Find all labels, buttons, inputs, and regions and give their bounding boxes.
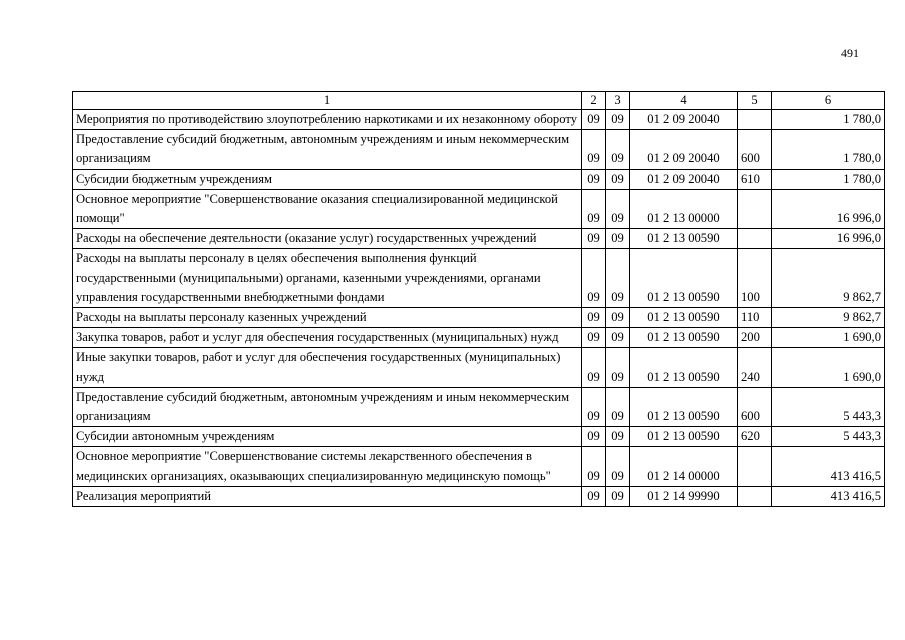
expense-type-cell: 110 (738, 308, 772, 328)
section-code-cell: 09 (582, 427, 606, 447)
table-row (73, 130, 885, 169)
expense-type-cell: 600 (738, 130, 772, 169)
table-row (73, 229, 885, 249)
section-code-cell: 09 (582, 486, 606, 506)
amount-cell: 1 780,0 (772, 130, 885, 169)
section-code-cell: 09 (582, 229, 606, 249)
expense-name-cell: Предоставление субсидий бюджетным, автономным учреждениям и иным некоммерческим организациям (73, 130, 582, 169)
section-code-cell: 09 (582, 328, 606, 348)
expense-name-cell: Расходы на выплаты персоналу казенных учреждений (73, 308, 582, 328)
expense-name-cell: Субсидии автономным учреждениям (73, 427, 582, 447)
section-code-cell: 09 (582, 110, 606, 130)
subsection-code-cell: 09 (606, 486, 630, 506)
expense-name-cell: Субсидии бюджетным учреждениям (73, 169, 582, 189)
amount-cell: 413 416,5 (772, 447, 885, 486)
amount-cell: 1 690,0 (772, 328, 885, 348)
section-code-cell: 09 (582, 189, 606, 228)
table-row (73, 110, 885, 130)
table-row (73, 486, 885, 506)
amount-cell: 16 996,0 (772, 229, 885, 249)
target-article-cell: 01 2 13 00590 (630, 249, 738, 308)
expense-name-cell: Предоставление субсидий бюджетным, автономным учреждениям и иным некоммерческим организациям (73, 387, 582, 426)
subsection-code-cell: 09 (606, 427, 630, 447)
table-row (73, 169, 885, 189)
expense-name-cell: Реализация мероприятий (73, 486, 582, 506)
expense-name-cell: Закупка товаров, работ и услуг для обеспечения государственных (муниципальных) нужд (73, 328, 582, 348)
table-row (73, 249, 885, 308)
expense-name-cell: Основное мероприятие "Совершенствование оказания специализированной медицинской помощи" (73, 189, 582, 228)
table-header-row (73, 92, 885, 110)
column-header: 6 (772, 92, 885, 110)
expense-type-cell (738, 110, 772, 130)
expense-name-cell: Основное мероприятие "Совершенствование системы лекарственного обеспечения в медицинских организациях, оказывающих специализированную медицинскую помощь" (73, 447, 582, 486)
table-row (73, 328, 885, 348)
subsection-code-cell: 09 (606, 110, 630, 130)
target-article-cell: 01 2 09 20040 (630, 110, 738, 130)
column-header: 1 (73, 92, 582, 110)
target-article-cell: 01 2 13 00590 (630, 308, 738, 328)
expense-type-cell (738, 447, 772, 486)
expense-type-cell: 600 (738, 387, 772, 426)
target-article-cell: 01 2 13 00590 (630, 427, 738, 447)
amount-cell: 1 780,0 (772, 169, 885, 189)
expense-name-cell: Мероприятия по противодействию злоупотреблению наркотиками и их незаконному обороту (73, 110, 582, 130)
section-code-cell: 09 (582, 447, 606, 486)
subsection-code-cell: 09 (606, 229, 630, 249)
table-row (73, 427, 885, 447)
expense-type-cell: 240 (738, 348, 772, 387)
target-article-cell: 01 2 13 00590 (630, 328, 738, 348)
subsection-code-cell: 09 (606, 348, 630, 387)
section-code-cell: 09 (582, 308, 606, 328)
expense-name-cell: Расходы на выплаты персоналу в целях обеспечения выполнения функций государственными (муниципальными) органами, казенными учреждениями, органами управления государственными внебюджетными фондами (73, 249, 582, 308)
column-header: 4 (630, 92, 738, 110)
section-code-cell: 09 (582, 130, 606, 169)
amount-cell: 5 443,3 (772, 387, 885, 426)
table-row (73, 447, 885, 486)
section-code-cell: 09 (582, 348, 606, 387)
target-article-cell: 01 2 13 00000 (630, 189, 738, 228)
subsection-code-cell: 09 (606, 169, 630, 189)
subsection-code-cell: 09 (606, 328, 630, 348)
amount-cell: 9 862,7 (772, 308, 885, 328)
section-code-cell: 09 (582, 387, 606, 426)
amount-cell: 5 443,3 (772, 427, 885, 447)
expense-type-cell: 100 (738, 249, 772, 308)
column-header: 2 (582, 92, 606, 110)
target-article-cell: 01 2 09 20040 (630, 169, 738, 189)
subsection-code-cell: 09 (606, 447, 630, 486)
expense-type-cell (738, 486, 772, 506)
table-row (73, 348, 885, 387)
expense-type-cell (738, 189, 772, 228)
subsection-code-cell: 09 (606, 387, 630, 426)
expense-type-cell: 200 (738, 328, 772, 348)
expense-type-cell: 620 (738, 427, 772, 447)
expense-type-cell (738, 229, 772, 249)
amount-cell: 1 690,0 (772, 348, 885, 387)
section-code-cell: 09 (582, 249, 606, 308)
amount-cell: 1 780,0 (772, 110, 885, 130)
expense-type-cell: 610 (738, 169, 772, 189)
amount-cell: 9 862,7 (772, 249, 885, 308)
subsection-code-cell: 09 (606, 249, 630, 308)
target-article-cell: 01 2 13 00590 (630, 387, 738, 426)
table-row (73, 308, 885, 328)
expense-name-cell: Расходы на обеспечение деятельности (оказание услуг) государственных учреждений (73, 229, 582, 249)
section-code-cell: 09 (582, 169, 606, 189)
table-row (73, 387, 885, 426)
subsection-code-cell: 09 (606, 130, 630, 169)
column-header: 5 (738, 92, 772, 110)
target-article-cell: 01 2 13 00590 (630, 229, 738, 249)
target-article-cell: 01 2 14 99990 (630, 486, 738, 506)
amount-cell: 16 996,0 (772, 189, 885, 228)
target-article-cell: 01 2 13 00590 (630, 348, 738, 387)
amount-cell: 413 416,5 (772, 486, 885, 506)
table-row (73, 189, 885, 228)
target-article-cell: 01 2 14 00000 (630, 447, 738, 486)
page-number: 491 (841, 46, 859, 60)
subsection-code-cell: 09 (606, 189, 630, 228)
expense-name-cell: Иные закупки товаров, работ и услуг для обеспечения государственных (муниципальных) нужд (73, 348, 582, 387)
target-article-cell: 01 2 09 20040 (630, 130, 738, 169)
budget-table (72, 91, 885, 507)
column-header: 3 (606, 92, 630, 110)
subsection-code-cell: 09 (606, 308, 630, 328)
